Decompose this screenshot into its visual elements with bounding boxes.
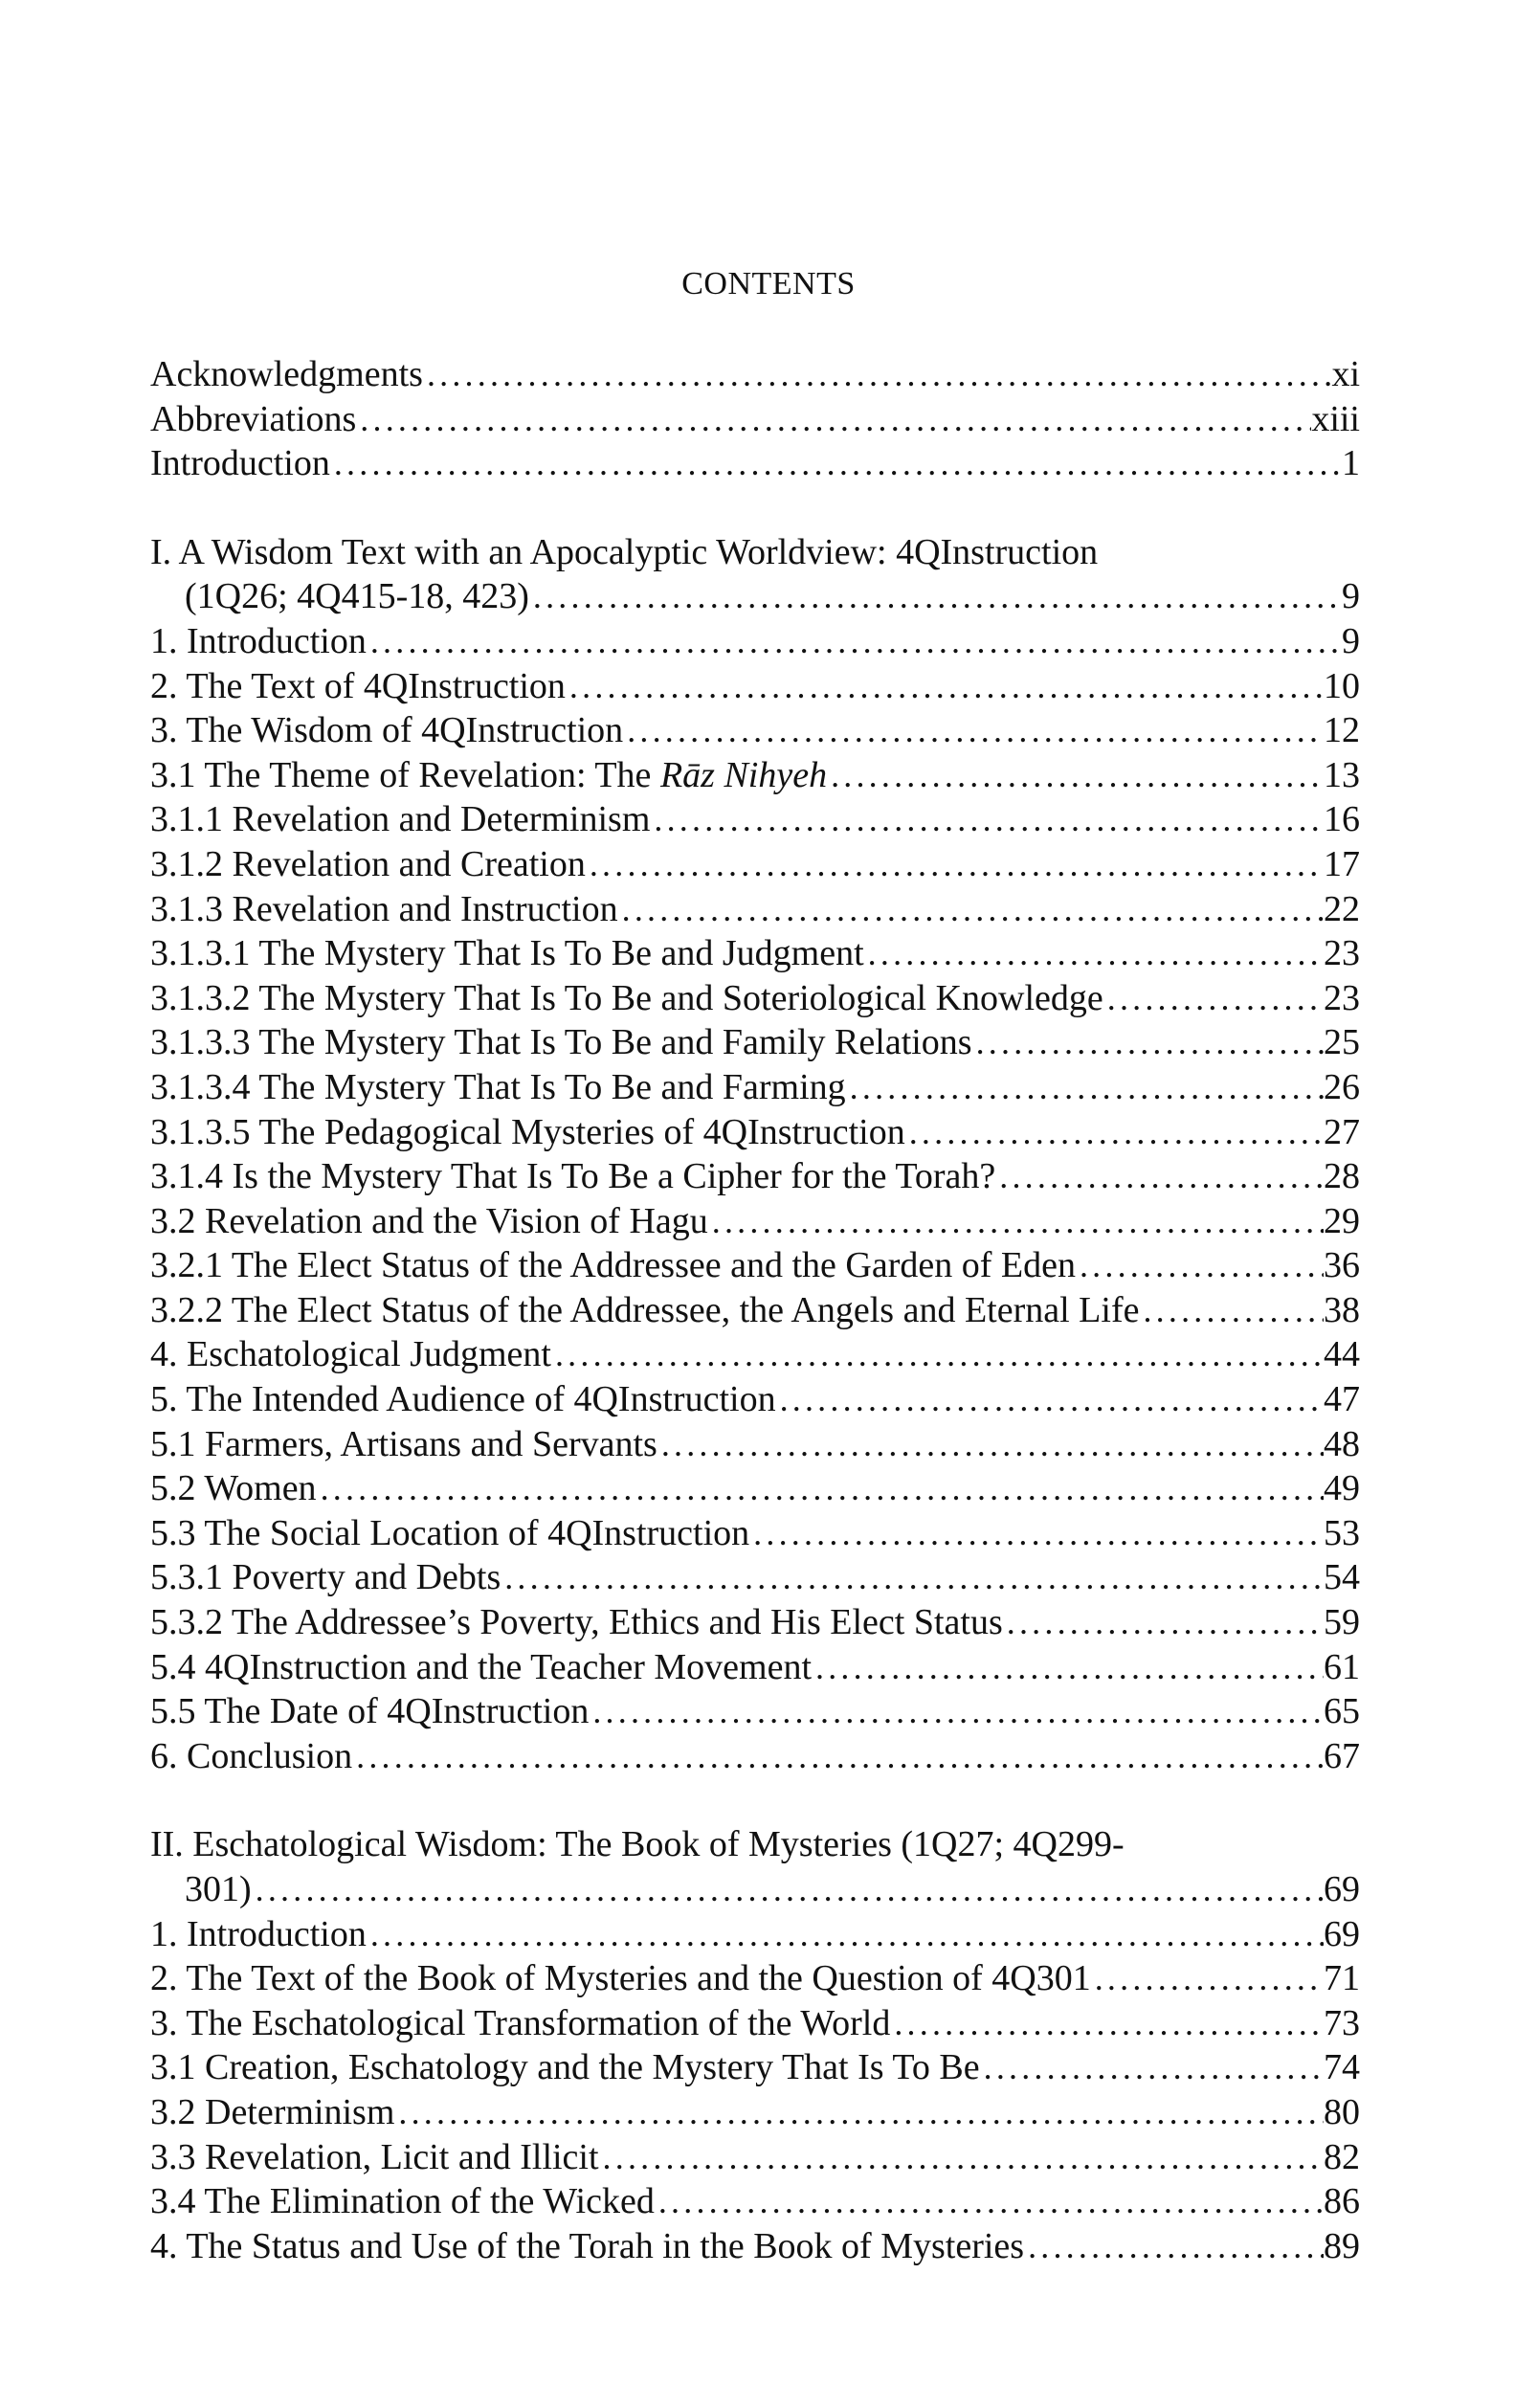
dot-leader xyxy=(749,1511,1324,1556)
dot-leader xyxy=(980,2045,1324,2090)
chapter-1-heading[interactable]: I. A Wisdom Text with an Apocalyptic Worldview: 4QInstruction xyxy=(150,531,1099,572)
chapter-1 xyxy=(150,530,1360,1779)
toc-entry[interactable] xyxy=(150,797,1360,842)
dot-leader xyxy=(995,1154,1324,1199)
toc-entry[interactable] xyxy=(150,1734,1360,1779)
toc-entry[interactable] xyxy=(150,2224,1360,2269)
toc-label: 3. The Wisdom of 4QInstruction xyxy=(150,710,624,751)
toc-page-number: 69 xyxy=(1324,1869,1360,1909)
dot-leader xyxy=(1003,1600,1324,1645)
dot-leader xyxy=(623,708,1324,753)
toc-entry[interactable] xyxy=(150,1154,1360,1199)
toc-label: 5.5 The Date of 4QInstruction xyxy=(150,1691,590,1732)
toc-page-number: 22 xyxy=(1324,888,1360,929)
toc-entry[interactable] xyxy=(150,1956,1360,2001)
toc-label: Acknowledgments xyxy=(150,354,423,394)
dot-leader xyxy=(330,441,1342,486)
toc-page-number: 28 xyxy=(1324,1156,1360,1197)
chapter-2 xyxy=(150,1822,1360,2268)
toc-page-number: 16 xyxy=(1324,799,1360,840)
toc-label: 3.1.3.1 The Mystery That Is To Be and Judgment xyxy=(150,933,864,974)
toc-page-number: 12 xyxy=(1324,710,1360,751)
toc-page-number: 25 xyxy=(1324,1022,1360,1063)
toc-page-number: 69 xyxy=(1324,1913,1360,1954)
table-of-contents xyxy=(150,352,1360,2268)
toc-label: 3.1 Creation, Eschatology and the Mystery That Is To Be xyxy=(150,2047,980,2088)
page-title: CONTENTS xyxy=(681,266,856,301)
dot-leader xyxy=(1091,1956,1324,2001)
toc-label: 3. The Eschatological Transformation of the World xyxy=(150,2002,891,2043)
section-gap xyxy=(150,486,1360,530)
toc-label: 3.1.1 Revelation and Determinism xyxy=(150,799,651,840)
toc-page-number: 59 xyxy=(1324,1602,1360,1643)
dot-leader xyxy=(501,1555,1324,1600)
toc-label: 3.3 Revelation, Licit and Illicit xyxy=(150,2136,599,2177)
toc-label: 1. Introduction xyxy=(150,1913,367,1954)
toc-page-number: 26 xyxy=(1324,1066,1360,1107)
toc-entry[interactable] xyxy=(150,1065,1360,1110)
dot-leader xyxy=(394,2090,1324,2135)
toc-page-number: 67 xyxy=(1324,1735,1360,1776)
chapter-2-entries xyxy=(150,1912,1360,2269)
toc-label: 1. Introduction xyxy=(150,620,367,661)
toc-label: 3.2.2 The Elect Status of the Addressee, the Angels and Eternal Life xyxy=(150,1289,1140,1330)
dot-leader xyxy=(1076,1243,1324,1288)
dot-leader xyxy=(566,664,1324,709)
dot-leader xyxy=(423,352,1331,397)
chapter-2-heading[interactable]: II. Eschatological Wisdom: The Book of Mysteries (1Q27; 4Q299- xyxy=(150,1824,1125,1865)
toc-page-number: 23 xyxy=(1324,933,1360,974)
toc-label: 5.2 Women xyxy=(150,1468,317,1509)
toc-entry[interactable] xyxy=(150,1645,1360,1690)
toc-page-number: 9 xyxy=(1342,620,1360,661)
toc-entry[interactable] xyxy=(150,1020,1360,1065)
toc-entry[interactable] xyxy=(150,887,1360,932)
dot-leader xyxy=(1103,976,1324,1021)
toc-label: 3.1.3.2 The Mystery That Is To Be and Soteriological Knowledge xyxy=(150,977,1103,1018)
toc-label: Introduction xyxy=(150,443,330,484)
chapter-2-heading-continued[interactable] xyxy=(150,1867,1360,1912)
toc-page-number: 89 xyxy=(1324,2225,1360,2266)
dot-leader xyxy=(586,842,1324,887)
toc-label: 5. The Intended Audience of 4QInstruction xyxy=(150,1379,776,1420)
dot-leader xyxy=(618,887,1324,932)
toc-page-number: 48 xyxy=(1324,1423,1360,1464)
toc-entry[interactable] xyxy=(150,842,1360,887)
dot-leader xyxy=(905,1110,1324,1155)
toc-page-number: 9 xyxy=(1342,576,1360,617)
toc-label: 301) xyxy=(185,1869,252,1909)
toc-page-number: 49 xyxy=(1324,1468,1360,1509)
dot-leader xyxy=(589,1689,1324,1734)
toc-page-number: 13 xyxy=(1324,754,1360,795)
toc-entry[interactable] xyxy=(150,2045,1360,2090)
toc-entry[interactable] xyxy=(150,1288,1360,1333)
toc-entry[interactable] xyxy=(150,1555,1360,1600)
toc-entry[interactable] xyxy=(150,1110,1360,1155)
toc-entry[interactable] xyxy=(150,708,1360,753)
toc-entry[interactable] xyxy=(150,1332,1360,1377)
toc-entry[interactable] xyxy=(150,2135,1360,2180)
toc-entry[interactable] xyxy=(150,1377,1360,1422)
toc-label: 4. The Status and Use of the Torah in the Book of Mysteries xyxy=(150,2225,1025,2266)
toc-label: (1Q26; 4Q415-18, 423) xyxy=(185,576,529,617)
toc-entry[interactable] xyxy=(150,352,1360,397)
dot-leader xyxy=(367,1912,1324,1957)
chapter-1-entries xyxy=(150,619,1360,1778)
toc-entry[interactable] xyxy=(150,397,1360,442)
toc-label: 4. Eschatological Judgment xyxy=(150,1334,551,1375)
dot-leader xyxy=(890,2001,1324,2046)
toc-label: 5.3.2 The Addressee’s Poverty, Ethics and His Elect Status xyxy=(150,1602,1003,1643)
toc-entry[interactable] xyxy=(150,1243,1360,1288)
toc-page-number: 71 xyxy=(1324,1958,1360,1999)
toc-entry[interactable] xyxy=(150,1199,1360,1244)
toc-page-number: 23 xyxy=(1324,977,1360,1018)
toc-page-number: 44 xyxy=(1324,1334,1360,1375)
toc-label-italic: Rāz Nihyeh xyxy=(659,754,828,795)
toc-label: 5.4 4QInstruction and the Teacher Movement xyxy=(150,1646,812,1687)
toc-page-number: 80 xyxy=(1324,2091,1360,2132)
toc-label: 3.1.2 Revelation and Creation xyxy=(150,843,586,884)
toc-page-number: xi xyxy=(1331,354,1360,394)
toc-page-number: 1 xyxy=(1342,443,1360,484)
toc-entry[interactable] xyxy=(150,931,1360,976)
toc-label: 5.1 Farmers, Artisans and Servants xyxy=(150,1423,657,1464)
toc-label: 5.3 The Social Location of 4QInstruction xyxy=(150,1512,750,1553)
dot-leader xyxy=(317,1466,1324,1511)
dot-leader xyxy=(864,931,1324,976)
dot-leader xyxy=(356,397,1311,442)
dot-leader xyxy=(972,1020,1324,1065)
toc-entry[interactable] xyxy=(150,753,1360,798)
toc-page-number: 61 xyxy=(1324,1646,1360,1687)
toc-label: Abbreviations xyxy=(150,398,357,439)
toc-page-number: 65 xyxy=(1324,1691,1360,1732)
toc-entry[interactable] xyxy=(150,1466,1360,1511)
toc-entry[interactable] xyxy=(150,1422,1360,1467)
toc-page-number: 27 xyxy=(1324,1111,1360,1152)
chapter-1-heading-continued[interactable] xyxy=(150,574,1360,619)
toc-page-number: 82 xyxy=(1324,2136,1360,2177)
toc-page-number: 10 xyxy=(1324,665,1360,706)
toc-entry[interactable] xyxy=(150,2090,1360,2135)
toc-label: 3.1 The Theme of Revelation: The Rāz Nihyeh xyxy=(150,754,828,795)
toc-page-number: 47 xyxy=(1324,1379,1360,1420)
toc-entry[interactable] xyxy=(150,2001,1360,2046)
dot-leader xyxy=(252,1867,1324,1912)
dot-leader xyxy=(657,1422,1324,1467)
dot-leader xyxy=(655,2179,1324,2224)
toc-label: 3.1.4 Is the Mystery That Is To Be a Cipher for the Torah? xyxy=(150,1156,996,1197)
toc-label: 3.2 Revelation and the Vision of Hagu xyxy=(150,1200,708,1241)
toc-page-number: 53 xyxy=(1324,1512,1360,1553)
toc-label: 3.4 The Elimination of the Wicked xyxy=(150,2181,655,2222)
toc-page-number: 36 xyxy=(1324,1245,1360,1286)
toc-page-number: 86 xyxy=(1324,2181,1360,2222)
toc-label: 3.2.1 The Elect Status of the Addressee and the Garden of Eden xyxy=(150,1245,1076,1286)
dot-leader xyxy=(812,1645,1324,1690)
dot-leader xyxy=(1139,1288,1324,1333)
toc-page-number: 74 xyxy=(1324,2047,1360,2088)
toc-label: 3.1.3 Revelation and Instruction xyxy=(150,888,618,929)
dot-leader xyxy=(599,2135,1324,2180)
toc-label: 3.1.3.3 The Mystery That Is To Be and Family Relations xyxy=(150,1022,972,1063)
toc-entry[interactable] xyxy=(150,976,1360,1021)
toc-page-number: 38 xyxy=(1324,1289,1360,1330)
toc-label: 6. Conclusion xyxy=(150,1735,353,1776)
toc-label: 3.2 Determinism xyxy=(150,2091,395,2132)
toc-entry[interactable] xyxy=(150,2179,1360,2224)
dot-leader xyxy=(551,1332,1324,1377)
dot-leader xyxy=(367,619,1342,664)
dot-leader xyxy=(1024,2224,1324,2269)
toc-page-number: xiii xyxy=(1311,398,1360,439)
dot-leader xyxy=(352,1734,1324,1779)
toc-entry[interactable] xyxy=(150,441,1360,486)
dot-leader xyxy=(650,797,1324,842)
front-matter-list xyxy=(150,352,1360,486)
toc-entry[interactable] xyxy=(150,1511,1360,1556)
toc-entry[interactable] xyxy=(150,664,1360,709)
toc-entry[interactable] xyxy=(150,1912,1360,1957)
toc-page-number: 17 xyxy=(1324,843,1360,884)
toc-label: 3.1.3.5 The Pedagogical Mysteries of 4QInstruction xyxy=(150,1111,905,1152)
toc-label: 3.1.3.4 The Mystery That Is To Be and Farming xyxy=(150,1066,846,1107)
dot-leader xyxy=(846,1065,1324,1110)
section-gap xyxy=(150,1778,1360,1822)
dot-leader xyxy=(708,1199,1324,1244)
dot-leader xyxy=(827,753,1324,798)
toc-entry[interactable] xyxy=(150,1600,1360,1645)
toc-entry[interactable] xyxy=(150,619,1360,664)
toc-page-number: 73 xyxy=(1324,2002,1360,2043)
toc-entry[interactable] xyxy=(150,1689,1360,1734)
toc-label: 2. The Text of the Book of Mysteries and the Question of 4Q301 xyxy=(150,1958,1091,1999)
toc-label: 2. The Text of 4QInstruction xyxy=(150,665,566,706)
toc-label: 5.3.1 Poverty and Debts xyxy=(150,1557,501,1598)
toc-page-number: 54 xyxy=(1324,1557,1360,1598)
dot-leader xyxy=(529,574,1342,619)
dot-leader xyxy=(776,1377,1324,1422)
toc-page-number: 29 xyxy=(1324,1200,1360,1241)
